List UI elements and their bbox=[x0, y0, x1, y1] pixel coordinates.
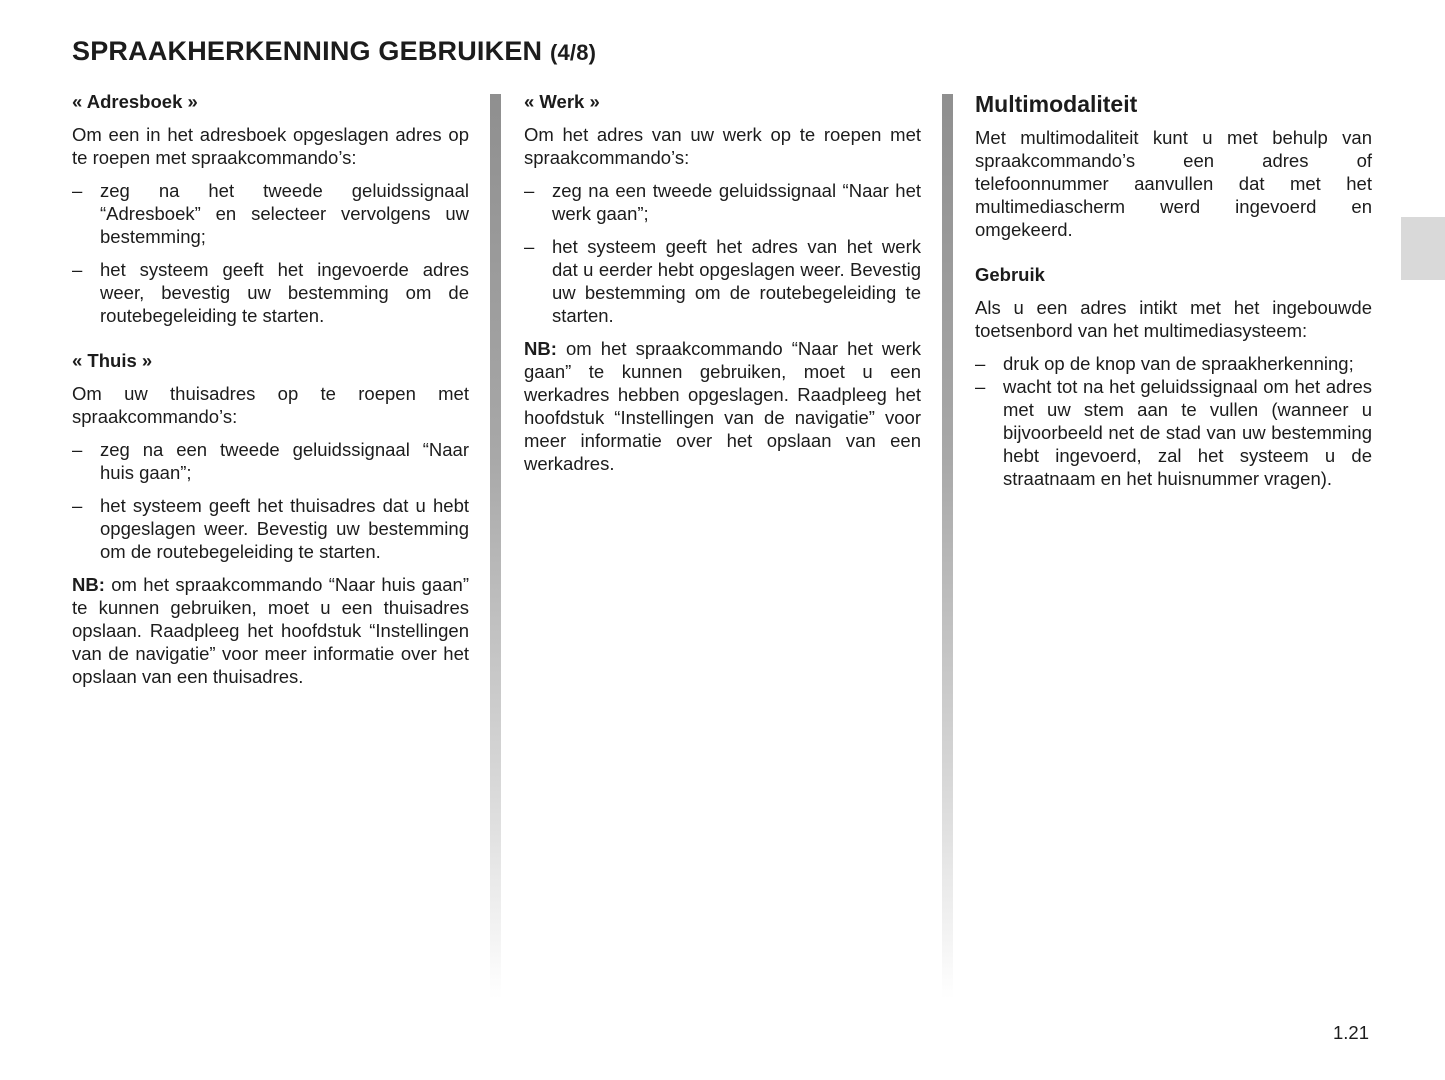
note-text: om het spraakcommando “Naar huis gaan” te kunnen gebruiken, moet u een thuisadres opslaan. Raadpleeg het hoofdstuk “Instellingen van de navigatie” voor meer informatie over het opslaan van een thuisadres. bbox=[72, 574, 469, 687]
werk-steps bbox=[524, 179, 921, 327]
adresboek-heading: « Adresboek » bbox=[72, 91, 198, 112]
list-item: – het systeem geeft het adres van het werk dat u eerder hebt opgeslagen weer. Bevestig uw bestemming om de routebegeleiding te starten. bbox=[524, 235, 921, 327]
gebruik-heading: Gebruik bbox=[975, 264, 1045, 285]
list-item: – het systeem geeft het ingevoerde adres weer, bevestig uw bestemming om de routebegeleiding te starten. bbox=[72, 258, 469, 327]
page-title bbox=[72, 36, 596, 67]
multimodaliteit-intro: Met multimodaliteit kunt u met behulp van spraakcommando’s een adres of telefoonnummer aanvullen dat met het multimediascherm werd ingevoerd en omgekeerd. bbox=[975, 127, 1372, 240]
werk-note bbox=[524, 337, 921, 475]
list-item: – zeg na het tweede geluidssignaal “Adresboek” en selecteer vervolgens uw bestemming; bbox=[72, 179, 469, 248]
thuis-heading: « Thuis » bbox=[72, 350, 153, 371]
section-tab-marker bbox=[1401, 217, 1445, 280]
thuis-steps bbox=[72, 438, 469, 563]
adresboek-intro: Om een in het adresboek opgeslagen adres op te roepen met spraakcommando’s: bbox=[72, 124, 469, 168]
list-item: – zeg na een tweede geluidssignaal “Naar huis gaan”; bbox=[72, 438, 469, 484]
column-divider-right bbox=[942, 94, 953, 999]
note-label: NB: bbox=[524, 338, 557, 359]
list-item: – het systeem geeft het thuisadres dat u hebt opgeslagen weer. Bevestig uw bestemming om de routebegeleiding te starten. bbox=[72, 494, 469, 563]
page-title-text: SPRAAKHERKENNING GEBRUIKEN bbox=[72, 36, 543, 66]
multimodaliteit-heading: Multimodaliteit bbox=[975, 91, 1138, 117]
column-left bbox=[72, 90, 469, 698]
thuis-intro: Om uw thuisadres op te roepen met spraakcommando’s: bbox=[72, 383, 469, 427]
gebruik-intro: Als u een adres intikt met het ingebouwde toetsenbord van het multimediasysteem: bbox=[975, 297, 1372, 341]
note-text: om het spraakcommando “Naar het werk gaan” te kunnen gebruiken, moet u een werkadres hebben opgeslagen. Raadpleeg het hoofdstuk “Instellingen van de navigatie” voor meer informatie over het opslaan van een werkadres. bbox=[524, 338, 921, 474]
page-title-part: (4/8) bbox=[549, 40, 597, 65]
column-middle bbox=[524, 90, 921, 485]
column-right bbox=[975, 90, 1372, 500]
thuis-note bbox=[72, 573, 469, 688]
adresboek-steps bbox=[72, 179, 469, 327]
column-divider-left bbox=[490, 94, 501, 999]
list-item: – zeg na een tweede geluidssignaal “Naar het werk gaan”; bbox=[524, 179, 921, 225]
gebruik-steps bbox=[975, 352, 1372, 490]
list-item: – wacht tot na het geluidssignaal om het adres met uw stem aan te vullen (wanneer u bijvoorbeeld net de stad van uw bestemming hebt ingevoerd, zal het systeem u de straatnaam en het huisnummer vragen). bbox=[975, 375, 1372, 490]
werk-intro: Om het adres van uw werk op te roepen met spraakcommando’s: bbox=[524, 124, 921, 168]
list-item: – druk op de knop van de spraakherkenning; bbox=[975, 352, 1372, 375]
note-label: NB: bbox=[72, 574, 105, 595]
werk-heading: « Werk » bbox=[524, 91, 600, 112]
page-number: 1.21 bbox=[1333, 1022, 1370, 1043]
